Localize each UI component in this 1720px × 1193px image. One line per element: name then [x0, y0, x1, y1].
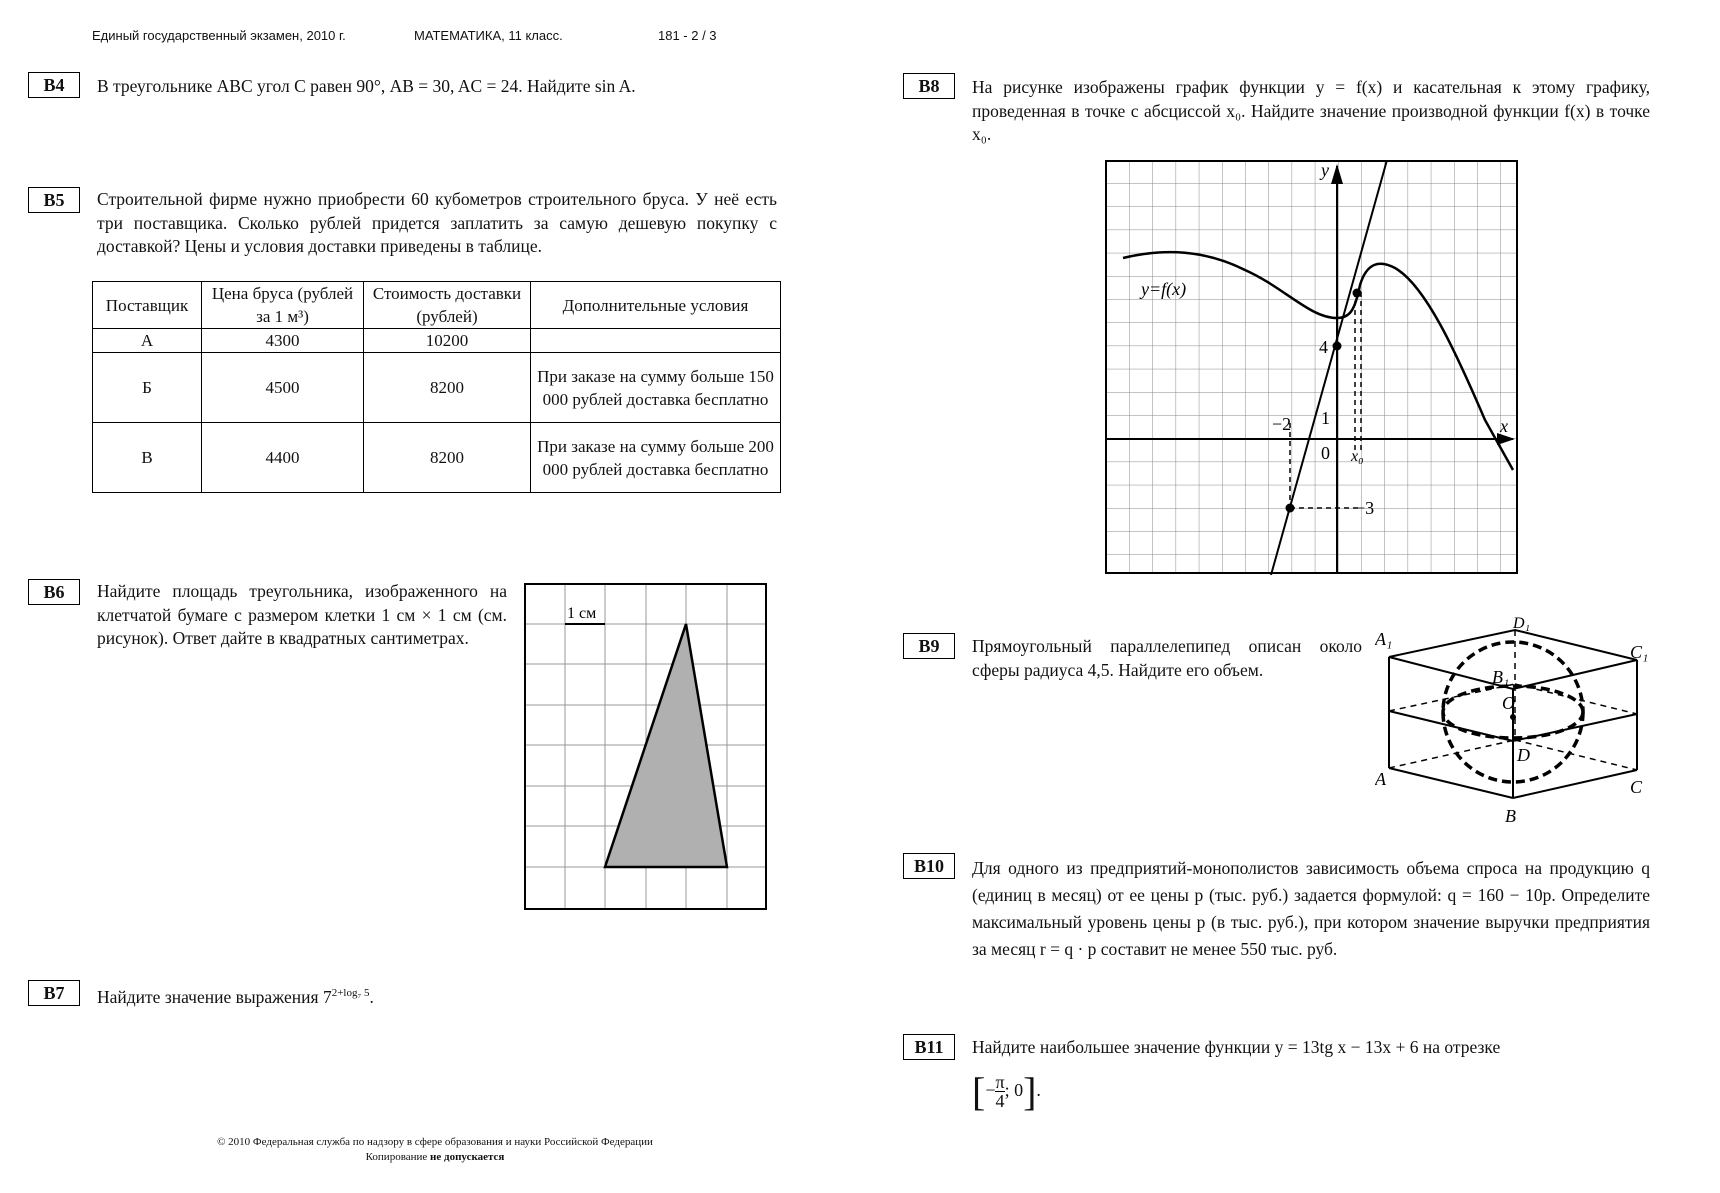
table-cell: При заказе на сумму больше 150 000 рублей доставка бесплатно: [531, 353, 781, 423]
table-cell: 4300: [202, 329, 364, 353]
b7-label: B7: [28, 980, 80, 1006]
table-cell: При заказе на сумму больше 200 000 рублей доставка бесплатно: [531, 423, 781, 493]
b8-x-label: x: [1500, 416, 1508, 436]
table-cell: 10200: [364, 329, 531, 353]
b9-point-a: A: [1375, 769, 1386, 789]
b9-point-b1: B₁: [1492, 667, 1510, 687]
b9-label: B9: [903, 633, 955, 659]
b11-interval-right: ; 0: [1004, 1080, 1024, 1100]
table-cell: [531, 329, 781, 353]
b4-label: B4: [28, 72, 80, 98]
b8-label: B8: [903, 73, 955, 99]
b8-text: На рисунке изображены график функции y = f(x) и касательная к этому графику, проведенная в точке с абсциссой x₀. Найдите значение производной функции f(x) в точке x₀.: [972, 77, 1650, 144]
b5-text: Строительной фирме нужно приобрести 60 кубометров строительного бруса. У неё есть три поставщика. Сколько рублей придется заплатить за самую дешевую покупку с доставкой? Цены и условия доставки приведены в таблице.: [97, 189, 777, 256]
b10-label: B10: [903, 853, 955, 879]
b7-exponent: 2+log₇ 5: [331, 987, 370, 999]
b11-text: Найдите наибольшее значение функции y = 13tg x − 13x + 6 на отрезке: [972, 1037, 1501, 1057]
b8-origin: 0: [1321, 443, 1330, 463]
b11-interval-den: 4: [995, 1091, 1005, 1112]
b8-x0-label: x₀: [1351, 448, 1364, 465]
footer-notice: Копирование не допускается: [365, 1151, 505, 1163]
b8-function-graph: [1105, 160, 1519, 575]
footer: [135, 1135, 735, 1165]
b9-point-d: D: [1517, 745, 1530, 765]
b9-point-o: O: [1502, 693, 1515, 713]
table-cell: 8200: [364, 353, 531, 423]
b6-label: B6: [28, 579, 80, 605]
b7-tail: .: [369, 986, 374, 1007]
header-exam: Единый государственный экзамен, 2010 г.: [92, 28, 346, 43]
b4-text: В треугольнике ABC угол C равен 90°, AB = 30, AC = 24. Найдите sin A.: [97, 76, 636, 96]
b5-header-delivery: Стоимость доставки (рублей): [364, 282, 531, 329]
b5-label: B5: [28, 187, 80, 213]
b6-scale-label: 1 см: [567, 605, 597, 622]
b9-point-c: C: [1630, 777, 1643, 797]
b5-header-supplier: Поставщик: [93, 282, 202, 329]
b6-grid-figure: [524, 583, 768, 911]
b8-tick-minus2: −2: [1272, 414, 1292, 434]
b8-curve-label: y=f(x): [1141, 279, 1187, 299]
header-page: 181 - 2 / 3: [658, 28, 717, 43]
b7-prompt: Найдите значение выражения: [97, 986, 319, 1007]
table-cell: А: [93, 329, 202, 353]
b10-text: Для одного из предприятий-монополистов зависимость объема спроса на продукцию q (единиц в месяц) от ее цены p (тыс. руб.) задается формулой: q = 160 − 10p. Определите максимальный уровень цены p (в тыс. руб.), при котором значение выручки предприятия за месяц r = q · p составит не менее 550 тыс. руб.: [972, 858, 1650, 959]
header-subject: МАТЕМАТИКА, 11 класс.: [414, 28, 563, 43]
b9-parallelepiped-figure: [1375, 610, 1650, 830]
b8-tick-4: 4: [1319, 337, 1328, 357]
b11-label: B11: [903, 1034, 955, 1060]
b8-tick-minus3: −3: [1355, 498, 1375, 518]
b9-point-b: B: [1505, 806, 1516, 826]
b9-text: Прямоугольный параллелепипед описан около сферы радиуса 4,5. Найдите его объем.: [972, 636, 1362, 680]
b8-y-label: y: [1321, 160, 1329, 180]
b7-text: [97, 982, 697, 1009]
table-cell: 8200: [364, 423, 531, 493]
b11-interval-num: π: [995, 1072, 1005, 1093]
b6-text: Найдите площадь треугольника, изображенного на клетчатой бумаге с размером клетки 1 см × 1 см (см. рисунок). Ответ дайте в квадратных сантиметрах.: [97, 581, 507, 648]
b7-base: 7: [322, 986, 332, 1007]
b9-point-a1: A₁: [1375, 629, 1393, 649]
b9-point-d1: D₁: [1513, 615, 1531, 632]
table-cell: 4400: [202, 423, 364, 493]
b11-interval: [− $\frac{\pi}{4}$ ; 0].: [972, 1068, 1041, 1114]
b5-header-conditions: Дополнительные условия: [531, 282, 781, 329]
b5-table: [92, 281, 781, 493]
b5-header-price: Цена бруса (рублей за 1 м³): [202, 282, 364, 329]
table-cell: 4500: [202, 353, 364, 423]
table-cell: Б: [93, 353, 202, 423]
b8-tick-1: 1: [1321, 408, 1330, 428]
footer-copyright: © 2010 Федеральная служба по надзору в сфере образования и науки Российской Федерации: [217, 1136, 653, 1148]
b9-point-c1: C₁: [1630, 642, 1649, 662]
b11-interval-sign: −: [985, 1080, 996, 1100]
table-cell: В: [93, 423, 202, 493]
